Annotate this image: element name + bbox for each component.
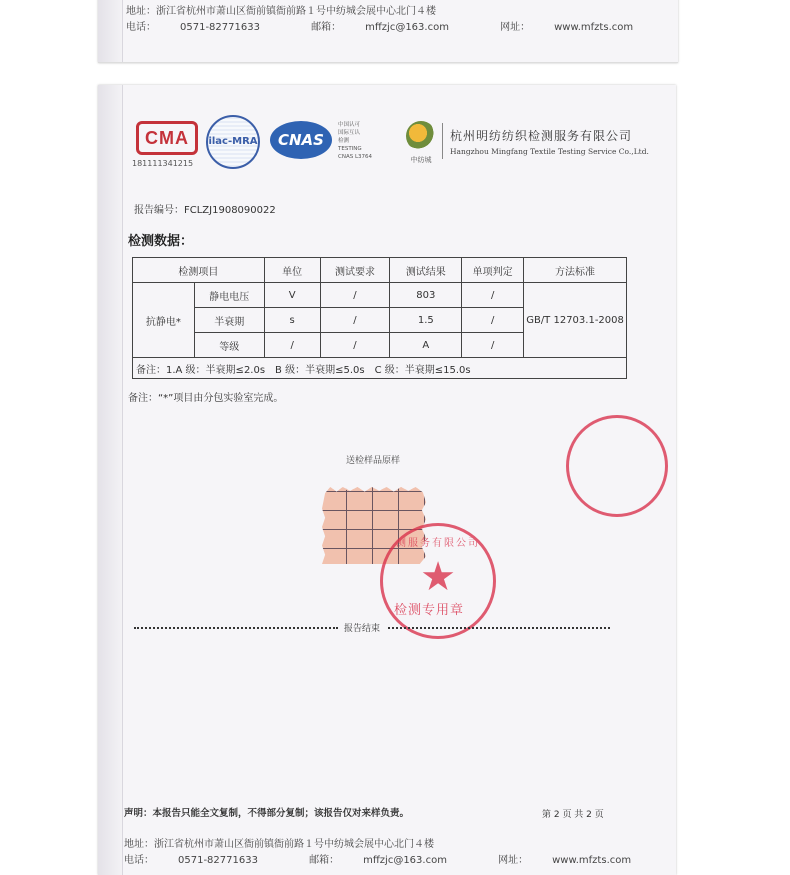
ctti-label: 中纺城 [410, 156, 432, 164]
header-cell: 测试结果 [390, 258, 462, 283]
unit-cell: / [264, 333, 320, 358]
table-note: 备注：1.A 级：半衰期≤2.0s B 级：半衰期≤5.0s C 级：半衰期≤15.0s [133, 358, 627, 379]
header-cell: 检测项目 [133, 258, 265, 283]
cma-number: 181111341215 [132, 159, 194, 168]
result-cell: A [390, 333, 462, 358]
table-note-row [133, 358, 627, 379]
binding-stripe [98, 85, 123, 875]
report-number: 报告编号：FCLZJ1908090022 [134, 205, 276, 216]
binding-stripe [98, 0, 123, 62]
footer-contact: 电话： 0571-82771633 邮箱： mffzjc@163.com 网址： www.mfzts.com [124, 855, 632, 866]
ilac-mra-logo: ilac-MRA [206, 115, 260, 169]
end-dotted-line-left [134, 627, 338, 629]
header-cell: 单项判定 [462, 258, 524, 283]
report-page [98, 85, 676, 875]
prev-contact: 电话： 0571-82771633 邮箱： mffzjc@163.com 网址： www.mfzts.com [126, 22, 634, 33]
item-cell: 等级 [194, 333, 264, 358]
judgement-cell: / [462, 308, 524, 333]
testing-seal [380, 523, 496, 639]
cnas-accreditation-text: 中国认可 国际互认 检测 TESTING CNAS L3764 [338, 122, 373, 160]
result-cell: 1.5 [390, 308, 462, 333]
disclaimer: 声明：本报告只能全文复制，不得部分复制；该报告仅对来样负责。 [124, 808, 410, 819]
header-cell: 单位 [264, 258, 320, 283]
result-cell: 803 [390, 283, 462, 308]
requirement-cell: / [320, 333, 390, 358]
table-header-row [133, 258, 627, 283]
test-data-table [132, 257, 627, 379]
prev-address: 地址：浙江省杭州市萧山区衙前镇衙前路１号中纺城会展中心北门４楼 [126, 6, 436, 17]
requirement-cell: / [320, 283, 390, 308]
footnote: 备注：“*”项目由分包实验室完成。 [128, 393, 284, 404]
ctti-logo-icon [406, 121, 436, 151]
item-cell: 半衰期 [194, 308, 264, 333]
item-cell: 静电电压 [194, 283, 264, 308]
header-divider [442, 123, 443, 159]
sample-title: 送检样品原样 [346, 456, 401, 466]
cnas-logo: CNAS [270, 121, 332, 159]
report-end-label: 报告结束 [344, 624, 381, 634]
unit-cell: V [264, 283, 320, 308]
unit-cell: s [264, 308, 320, 333]
cma-logo: CMA [136, 121, 198, 155]
previous-page [98, 0, 678, 63]
company-name-en: Hangzhou Mingfang Textile Testing Service Co.,Ltd. [450, 147, 649, 156]
page-number: 第 2 页 共 2 页 [542, 810, 604, 820]
seal-ring-text: 测服务有限公司 [396, 538, 480, 549]
section-title: 检测数据： [128, 234, 194, 249]
requirement-cell: / [320, 308, 390, 333]
judgement-cell: / [462, 333, 524, 358]
star-icon: ★ [420, 553, 456, 600]
company-name-cn: 杭州明纺纺织检测服务有限公司 [450, 129, 633, 143]
seal-label: 检测专用章 [394, 603, 465, 618]
company-seal-partial [566, 415, 668, 517]
standard-cell: GB/T 12703.1-2008 [524, 283, 627, 358]
end-dotted-line-right [388, 627, 610, 629]
header-cell: 方法标准 [524, 258, 627, 283]
group-cell: 抗静电* [133, 283, 195, 358]
table-row [133, 283, 627, 308]
footer-address: 地址：浙江省杭州市萧山区衙前镇衙前路１号中纺城会展中心北门４楼 [124, 839, 434, 850]
judgement-cell: / [462, 283, 524, 308]
header-cell: 测试要求 [320, 258, 390, 283]
